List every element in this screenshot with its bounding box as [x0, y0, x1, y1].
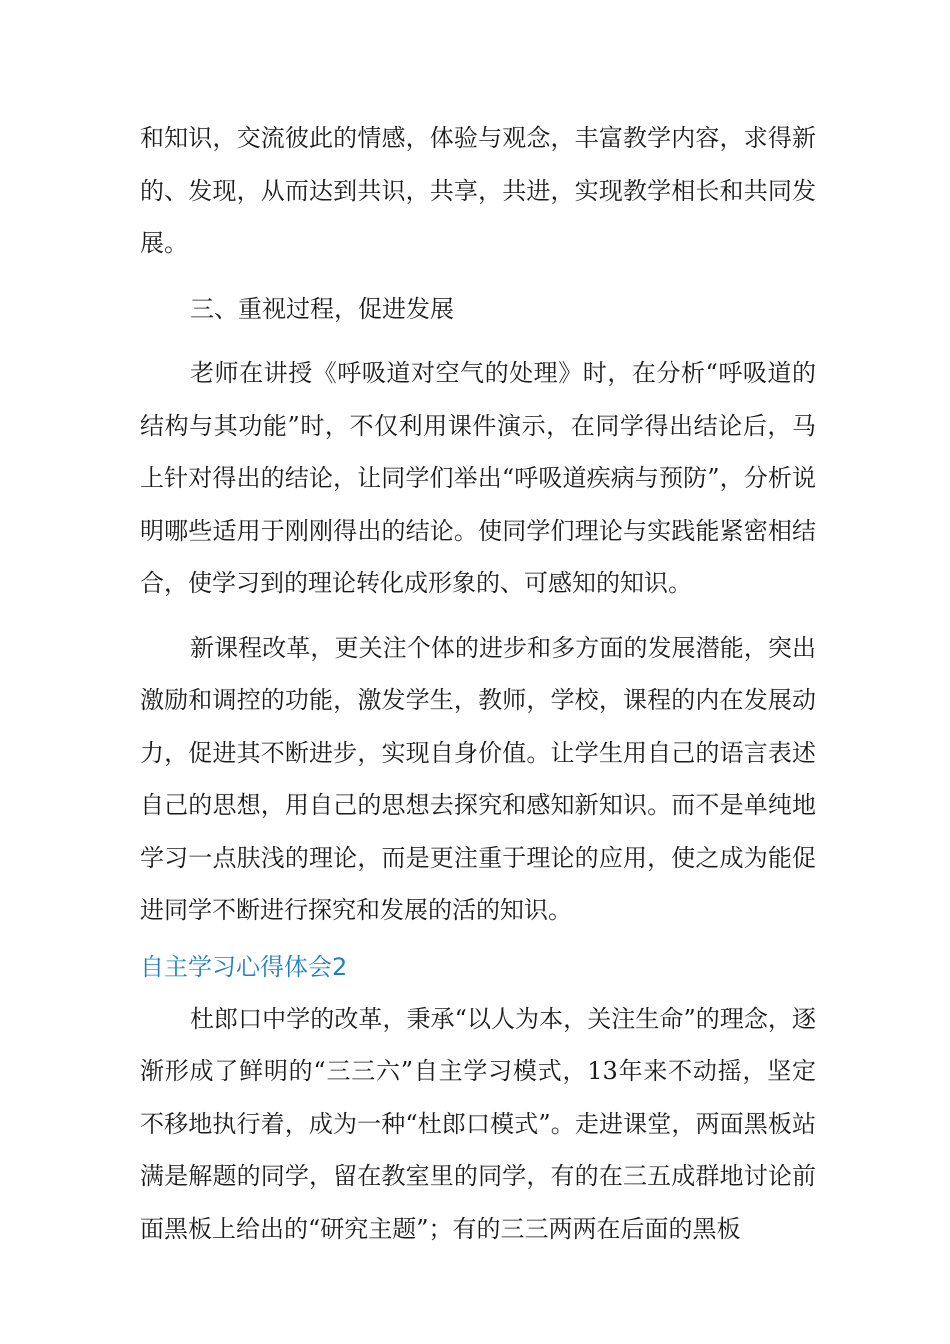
heading-essay-2: 自主学习心得体会2 [140, 952, 348, 981]
paragraph-curriculum-reform: 新课程改革，更关注个体的进步和多方面的发展潜能，突出激励和调控的功能，激发学生，教师，学校，课程的内在发展动力，促进其不断进步，实现自身价值。让学生用自己的语言表述自己的思想，用自己的思想去探究和感知新知识。而不是单纯地学习一点肤浅的理论，而是更注重于理论的应用，使之成为能促进同学不断进行探究和发展的活的知识。 [140, 633, 816, 924]
section-heading: 三、重视过程，促进发展 [190, 294, 454, 323]
paragraph-respiratory-lesson: 老师在讲授《呼吸道对空气的处理》时，在分析“呼吸道的结构与其功能”时，不仅利用课件演示，在同学得出结论后，马上针对得出的结论，让同学们举出“呼吸道疾病与预防”，分析说明哪些适用于刚刚得出的结论。使同学们理论与实践能紧密相结合，使学习到的理论转化成形象的、可感知的知识。 [140, 359, 816, 597]
paragraph-dulangkou-school: 杜郎口中学的改革，秉承“以人为本，关注生命”的理念，逐渐形成了鲜明的“三三六”自主学习模式，13年来不动摇，坚定不移地执行着，成为一种“杜郎口模式”。走进课堂，两面黑板站满是解题的同学，留在教室里的同学，有的在三五成群地讨论前面黑板上给出的“研究主题”；有的三三两两在后面的黑板 [140, 1004, 816, 1243]
paragraph-continuation: 和知识，交流彼此的情感，体验与观念，丰富教学内容，求得新的、发现，从而达到共识，共享，共进，实现教学相长和共同发展。 [140, 124, 816, 257]
document-body [140, 112, 816, 1255]
